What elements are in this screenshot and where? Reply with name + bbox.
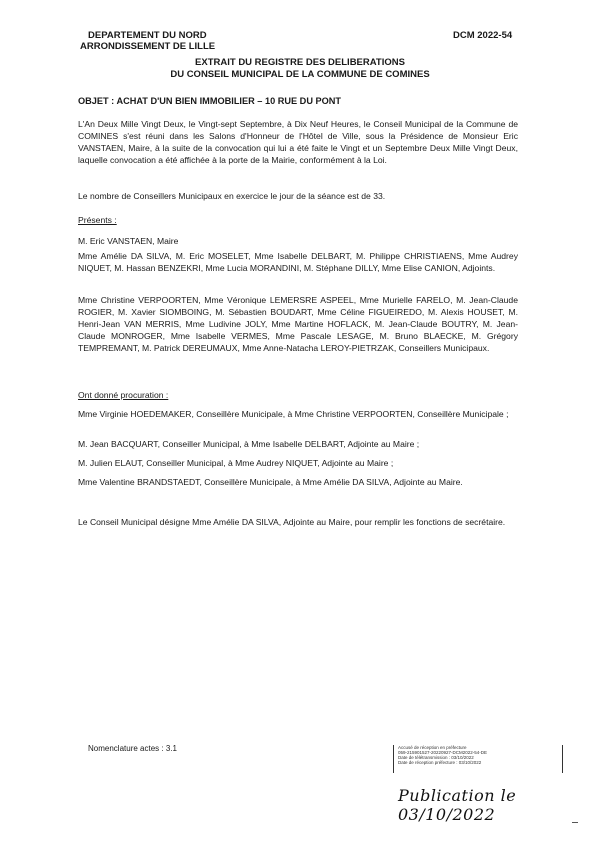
procuration-label: Ont donné procuration : — [78, 390, 169, 400]
arrondissement-label: ARRONDISSEMENT DE LILLE — [80, 41, 216, 52]
secretaire-paragraph: Le Conseil Municipal désigne Mme Amélie DA SILVA, Adjointe au Maire, pour remplir les fonctions de secrétaire. — [78, 517, 506, 527]
scan-mark — [572, 822, 578, 823]
nombre-conseillers: Le nombre de Conseillers Municipaux en exercice le jour de la séance est de 33. — [78, 191, 386, 201]
handwritten-publication-note: Publication le 03/10/2022 — [398, 786, 517, 824]
presents-label: Présents : — [78, 215, 117, 225]
stamp-line: 059-215901527-20220927-DCM2022-54-DE — [398, 750, 488, 755]
procuration-2: M. Jean BACQUART, Conseiller Municipal, à Mme Isabelle DELBART, Adjointe au Maire ; — [78, 439, 420, 449]
procuration-3: M. Julien ELAUT, Conseiller Municipal, à Mme Audrey NIQUET, Adjointe au Maire ; — [78, 458, 394, 468]
reference-number: DCM 2022-54 — [453, 30, 513, 41]
stamp-line: Accusé de réception en préfecture — [398, 745, 467, 750]
title-line-2: DU CONSEIL MUNICIPAL DE LA COMMUNE DE COMINES — [170, 69, 430, 80]
stamp-border-right — [562, 745, 563, 773]
prefecture-stamp — [393, 745, 528, 773]
intro-paragraph: L'An Deux Mille Vingt Deux, le Vingt-sept Septembre, à Dix Neuf Heures, le Conseil Municipal de la Commune de COMINES s'est réuni dans les Salons d'Honneur de l'Hôtel de Ville, sous la Présidence de Monsieur Eric VANSTAEN, Maire, à la suite de la convocation qui lui a été faite le Vingt et un Septembre Deux Mille Vingt Deux, laquelle convocation a été affichée à la porte de la Mairie, conformément à la Loi. — [78, 119, 518, 165]
procuration-4: Mme Valentine BRANDSTAEDT, Conseillère Municipale, à Mme Amélie DA SILVA, Adjointe au Maire. — [78, 477, 463, 487]
maire-line: M. Eric VANSTAEN, Maire — [78, 236, 179, 246]
procuration-1: Mme Virginie HOEDEMAKER, Conseillère Municipale, à Mme Christine VERPOORTEN, Conseillère Municipale ; — [78, 409, 509, 419]
adjoints-paragraph: Mme Amélie DA SILVA, M. Eric MOSELET, Mme Isabelle DELBART, M. Philippe CHRISTIAENS, Mme Audrey NIQUET, M. Hassan BENZEKRI, Mme Lucia MORANDINI, M. Stéphane DILLY, Mme Elise CANION, Adjoints. — [78, 251, 518, 273]
conseillers-paragraph: Mme Christine VERPOORTEN, Mme Véronique LEMERSRE ASPEEL, Mme Murielle FARELO, M. Jean-Claude ROGIER, M. Xavier SIOMBOING, M. Sébastien BOUDART, Mme Céline FIGUEIREDO, M. Alexis HOUSET, M. Henri-Jean VAN MERRIS, Mme Ludivine JOLY, Mme Martine HOFLACK, M. Jean-Claude BOUTRY, M. Jean-Claude MONROGER, Mme Isabelle VERMES, Mme Pascale LESAGE, M. Bruno BLAECKE, M. Grégory TEMPREMANT, M. Patrick DEREUMAUX, Mme Anne-Natacha LEROY-PIETRZAK, Conseillers Municipaux. — [78, 295, 518, 353]
title-line-1: EXTRAIT DU REGISTRE DES DELIBERATIONS — [195, 57, 405, 68]
objet-heading: OBJET : ACHAT D'UN BIEN IMMOBILIER – 10 RUE DU PONT — [78, 96, 342, 106]
stamp-line: Date de réception préfecture : 03/10/2022 — [398, 760, 482, 765]
stamp-line: Date de télétransmission : 03/10/2022 — [398, 755, 474, 760]
nomenclature-label: Nomenclature actes : 3.1 — [88, 744, 177, 753]
department-label: DEPARTEMENT DU NORD — [88, 30, 207, 41]
